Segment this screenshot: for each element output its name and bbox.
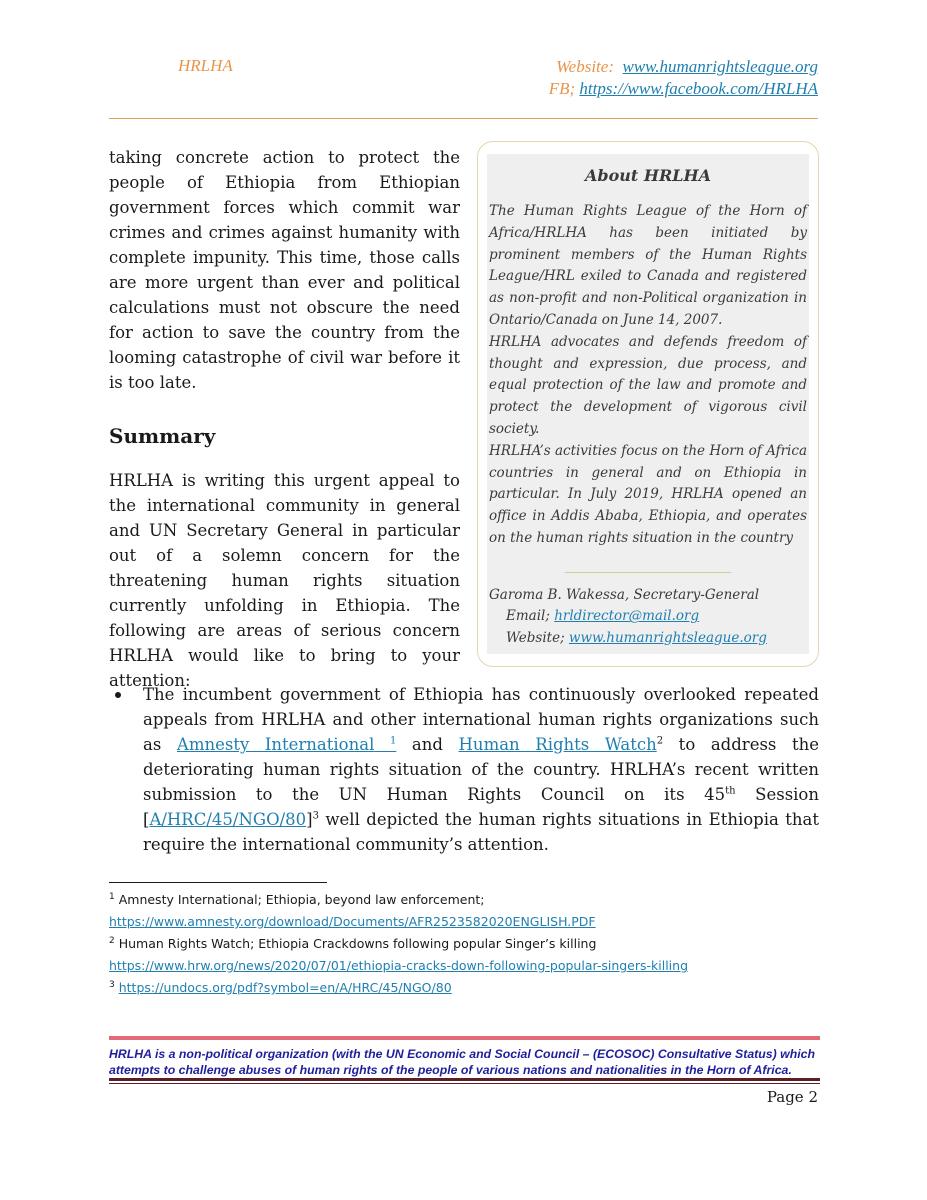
bullet-text-5: ] <box>306 810 313 829</box>
footnote-3-link[interactable]: https://undocs.org/pdf?symbol=en/A/HRC/45/NGO/80 <box>118 980 452 995</box>
website-link[interactable]: www.humanrightsleague.org <box>568 629 767 646</box>
amnesty-link[interactable] <box>177 735 396 754</box>
ngo-doc-link[interactable]: A/HRC/45/NGO/80 <box>149 810 307 829</box>
signatory-website-line <box>489 628 807 650</box>
page-number: Page 2 <box>766 1088 818 1106</box>
footnote-divider <box>109 882 327 883</box>
header-website-line <box>549 56 818 78</box>
about-paragraph-3: HRLHA’s activities focus on the Horn of Africa countries in general and on Ethiopia in particular. In July 2019, HRLHA opened an office in Addis Ababa, Ethiopia, and operates on the human rights situation in the country <box>489 442 807 546</box>
header-contact <box>549 56 818 100</box>
footnote-1 <box>109 889 819 911</box>
footnote-2-number: 2 <box>109 935 115 946</box>
header-divider <box>109 118 818 119</box>
website-label: Website; <box>506 629 565 646</box>
footnote-2-text: Human Rights Watch; Ethiopia Crackdowns following popular Singer’s killing <box>118 936 597 951</box>
bullet-text-1: The incumbent government of Ethiopia has continuously overlooked repeated appeals from HRLHA and other international human rights organizations such as <box>143 685 819 754</box>
header-org-name: HRLHA <box>178 56 233 75</box>
bullet-text-6: well depicted the human rights situations in Ethiopia that require the international community’s attention. <box>143 810 819 854</box>
footnote-ref-1: 1 <box>389 735 397 747</box>
footnote-1-text: Amnesty International; Ethiopia, beyond law enforcement; <box>118 892 485 907</box>
bullet-dot-icon <box>115 692 121 698</box>
footnote-ref-3: 3 <box>312 810 319 822</box>
about-hrlha-box <box>477 141 819 667</box>
amnesty-link-text: Amnesty International <box>176 735 375 754</box>
footer-bottom-rule-thin <box>109 1083 820 1084</box>
footer-bottom-rule <box>109 1078 820 1081</box>
about-paragraph-2: HRLHA advocates and defends freedom of thought and expression, due process, and equal protection of the law and promote and protect the development of vigorous civil society. <box>489 333 807 437</box>
header-fb-link[interactable]: https://www.facebook.com/HRLHA <box>579 79 818 98</box>
bullet-text-4: Session [ <box>143 785 819 829</box>
footer-statement: HRLHA is a non-political organization (with the UN Economic and Social Council – (ECOSOC) Consultative Status) which attempts to challenge abuses of human rights of the people of various nations and nationalities in the Horn of Africa. <box>109 1047 815 1077</box>
email-label: Email; <box>506 608 550 625</box>
about-paragraph-1: The Human Rights League of the Horn of Africa/HRLHA has been initiated by prominent members of the Human Rights League/HRL exiled to Canada and registered as non-profit and non-Political organization in Ontario/Canada on June 14, 2007. <box>489 203 807 328</box>
footer-top-rule <box>109 1036 820 1040</box>
bullet-text-3: to address the deteriorating human rights situation of the country. HRLHA’s recent written submission to the UN Human Rights Council on its 45 <box>143 735 820 804</box>
footnote-2 <box>109 933 819 955</box>
about-signature <box>489 585 807 650</box>
footnote-1-number: 1 <box>109 891 115 902</box>
signatory-email-line <box>489 606 807 628</box>
email-link[interactable]: hrldirector@mail.org <box>554 608 700 625</box>
hrw-link[interactable]: Human Rights Watch <box>458 735 657 754</box>
footnote-2-link[interactable]: https://www.hrw.org/news/2020/07/01/ethiopia-cracks-down-following-popular-singers-killing <box>109 958 689 973</box>
footnote-ref-2: 2 <box>656 735 664 747</box>
intro-paragraph: taking concrete action to protect the people of Ethiopia from Ethiopian government forces which commit war crimes and crimes against humanity with complete impunity. This time, those calls are more urgent than ever and political calculations must not obscure the need for action to save the country from the looming catastrophe of civil war before it is too late. <box>109 148 460 392</box>
summary-paragraph: HRLHA is writing this urgent appeal to the international community in general and UN Secretary General in particular out of a solemn concern for the threatening human rights situation currently unfolding in Ethiopia. The following are areas of serious concern HRLHA would like to bring to your attention: <box>109 471 460 690</box>
bullet-item <box>109 682 819 857</box>
header-website-label: Website: <box>556 57 614 76</box>
about-separator <box>565 572 731 573</box>
header-fb-line <box>549 78 818 100</box>
bullet-text <box>143 682 819 857</box>
footnote-3-number: 3 <box>109 979 115 990</box>
about-box-inner <box>487 154 809 654</box>
header-website-link[interactable]: www.humanrightsleague.org <box>622 57 818 76</box>
ordinal-suffix: th <box>725 785 736 797</box>
about-title: About HRLHA <box>584 166 712 185</box>
summary-heading: Summary <box>109 424 216 448</box>
bullet-text-2: and <box>396 735 459 754</box>
footnote-1-link[interactable]: https://www.amnesty.org/download/Documents/AFR2523582020ENGLISH.PDF <box>109 914 596 929</box>
footnote-3 <box>109 977 819 999</box>
header-fb-label: FB; <box>548 79 576 98</box>
signatory-name: Garoma B. Wakessa, Secretary-General <box>489 586 760 603</box>
footnotes <box>109 889 819 999</box>
